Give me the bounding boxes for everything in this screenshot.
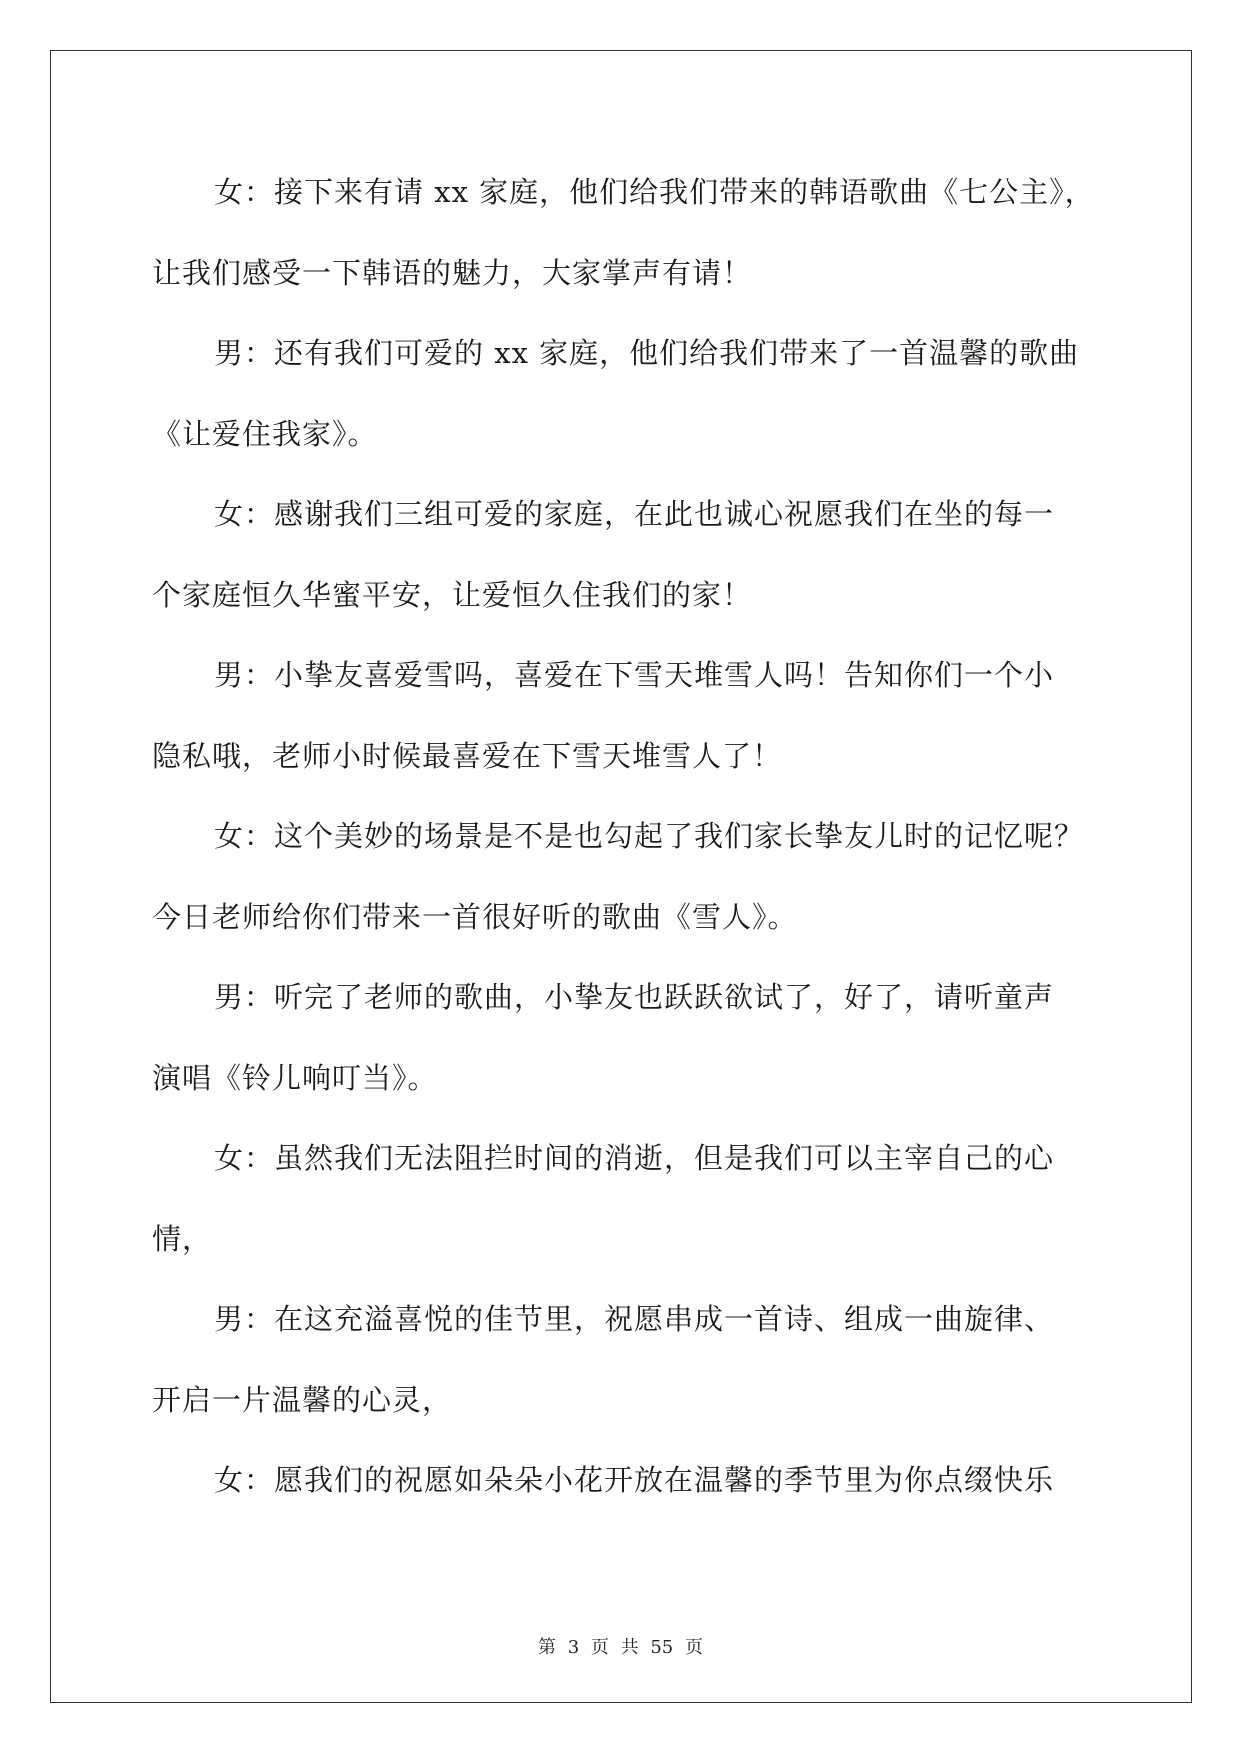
paragraph-8-line-1: 男：在这充溢喜悦的佳节里，祝愿串成一首诗、组成一曲旋律、 xyxy=(214,1302,1055,1336)
document-body xyxy=(152,160,1095,1529)
paragraph-5-line-2: 今日老师给你们带来一首很好听的歌曲《雪人》。 xyxy=(152,899,798,934)
paragraph-9-line-1: 女：愿我们的祝愿如朵朵小花开放在温馨的季节里为你点缀快乐 xyxy=(214,1463,1055,1497)
paragraph-4-line-1: 男：小挚友喜爱雪吗，喜爱在下雪天堆雪人吗！告知你们一个小 xyxy=(214,658,1055,692)
paragraph-1-line-2: 让我们感受一下韩语的魅力，大家掌声有请！ xyxy=(152,255,753,290)
page-number-footer: 第 3 页 共 55 页 xyxy=(538,1637,703,1658)
paragraph-6-line-1: 男：听完了老师的歌曲，小挚友也跃跃欲试了，好了，请听童声 xyxy=(214,980,1055,1014)
paragraph-4-line-2: 隐私哦，老师小时候最喜爱在下雪天堆雪人了！ xyxy=(152,738,783,773)
paragraph-3-line-1: 女：感谢我们三组可爱的家庭，在此也诚心祝愿我们在坐的每一 xyxy=(214,497,1055,531)
paragraph-2-line-2: 《让爱住我家》。 xyxy=(152,416,378,451)
paragraph-6-line-2: 演唱《铃儿响叮当》。 xyxy=(152,1060,438,1095)
paragraph-8-line-2: 开启一片温馨的心灵， xyxy=(152,1382,453,1417)
paragraph-7-line-1: 女：虽然我们无法阻拦时间的消逝，但是我们可以主宰自己的心 xyxy=(214,1141,1055,1175)
paragraph-3-line-2: 个家庭恒久华蜜平安，让爱恒久住我们的家！ xyxy=(152,577,753,612)
paragraph-7-line-2: 情， xyxy=(152,1221,213,1256)
paragraph-5-line-1: 女：这个美妙的场景是不是也勾起了我们家长挚友儿时的记忆呢？ xyxy=(214,819,1085,853)
paragraph-1-line-1: 女：接下来有请 xx 家庭，他们给我们带来的韩语歌曲《七公主》， xyxy=(214,175,1095,209)
paragraph-2-line-1: 男：还有我们可爱的 xx 家庭，他们给我们带来了一首温馨的歌曲 xyxy=(214,336,1080,370)
